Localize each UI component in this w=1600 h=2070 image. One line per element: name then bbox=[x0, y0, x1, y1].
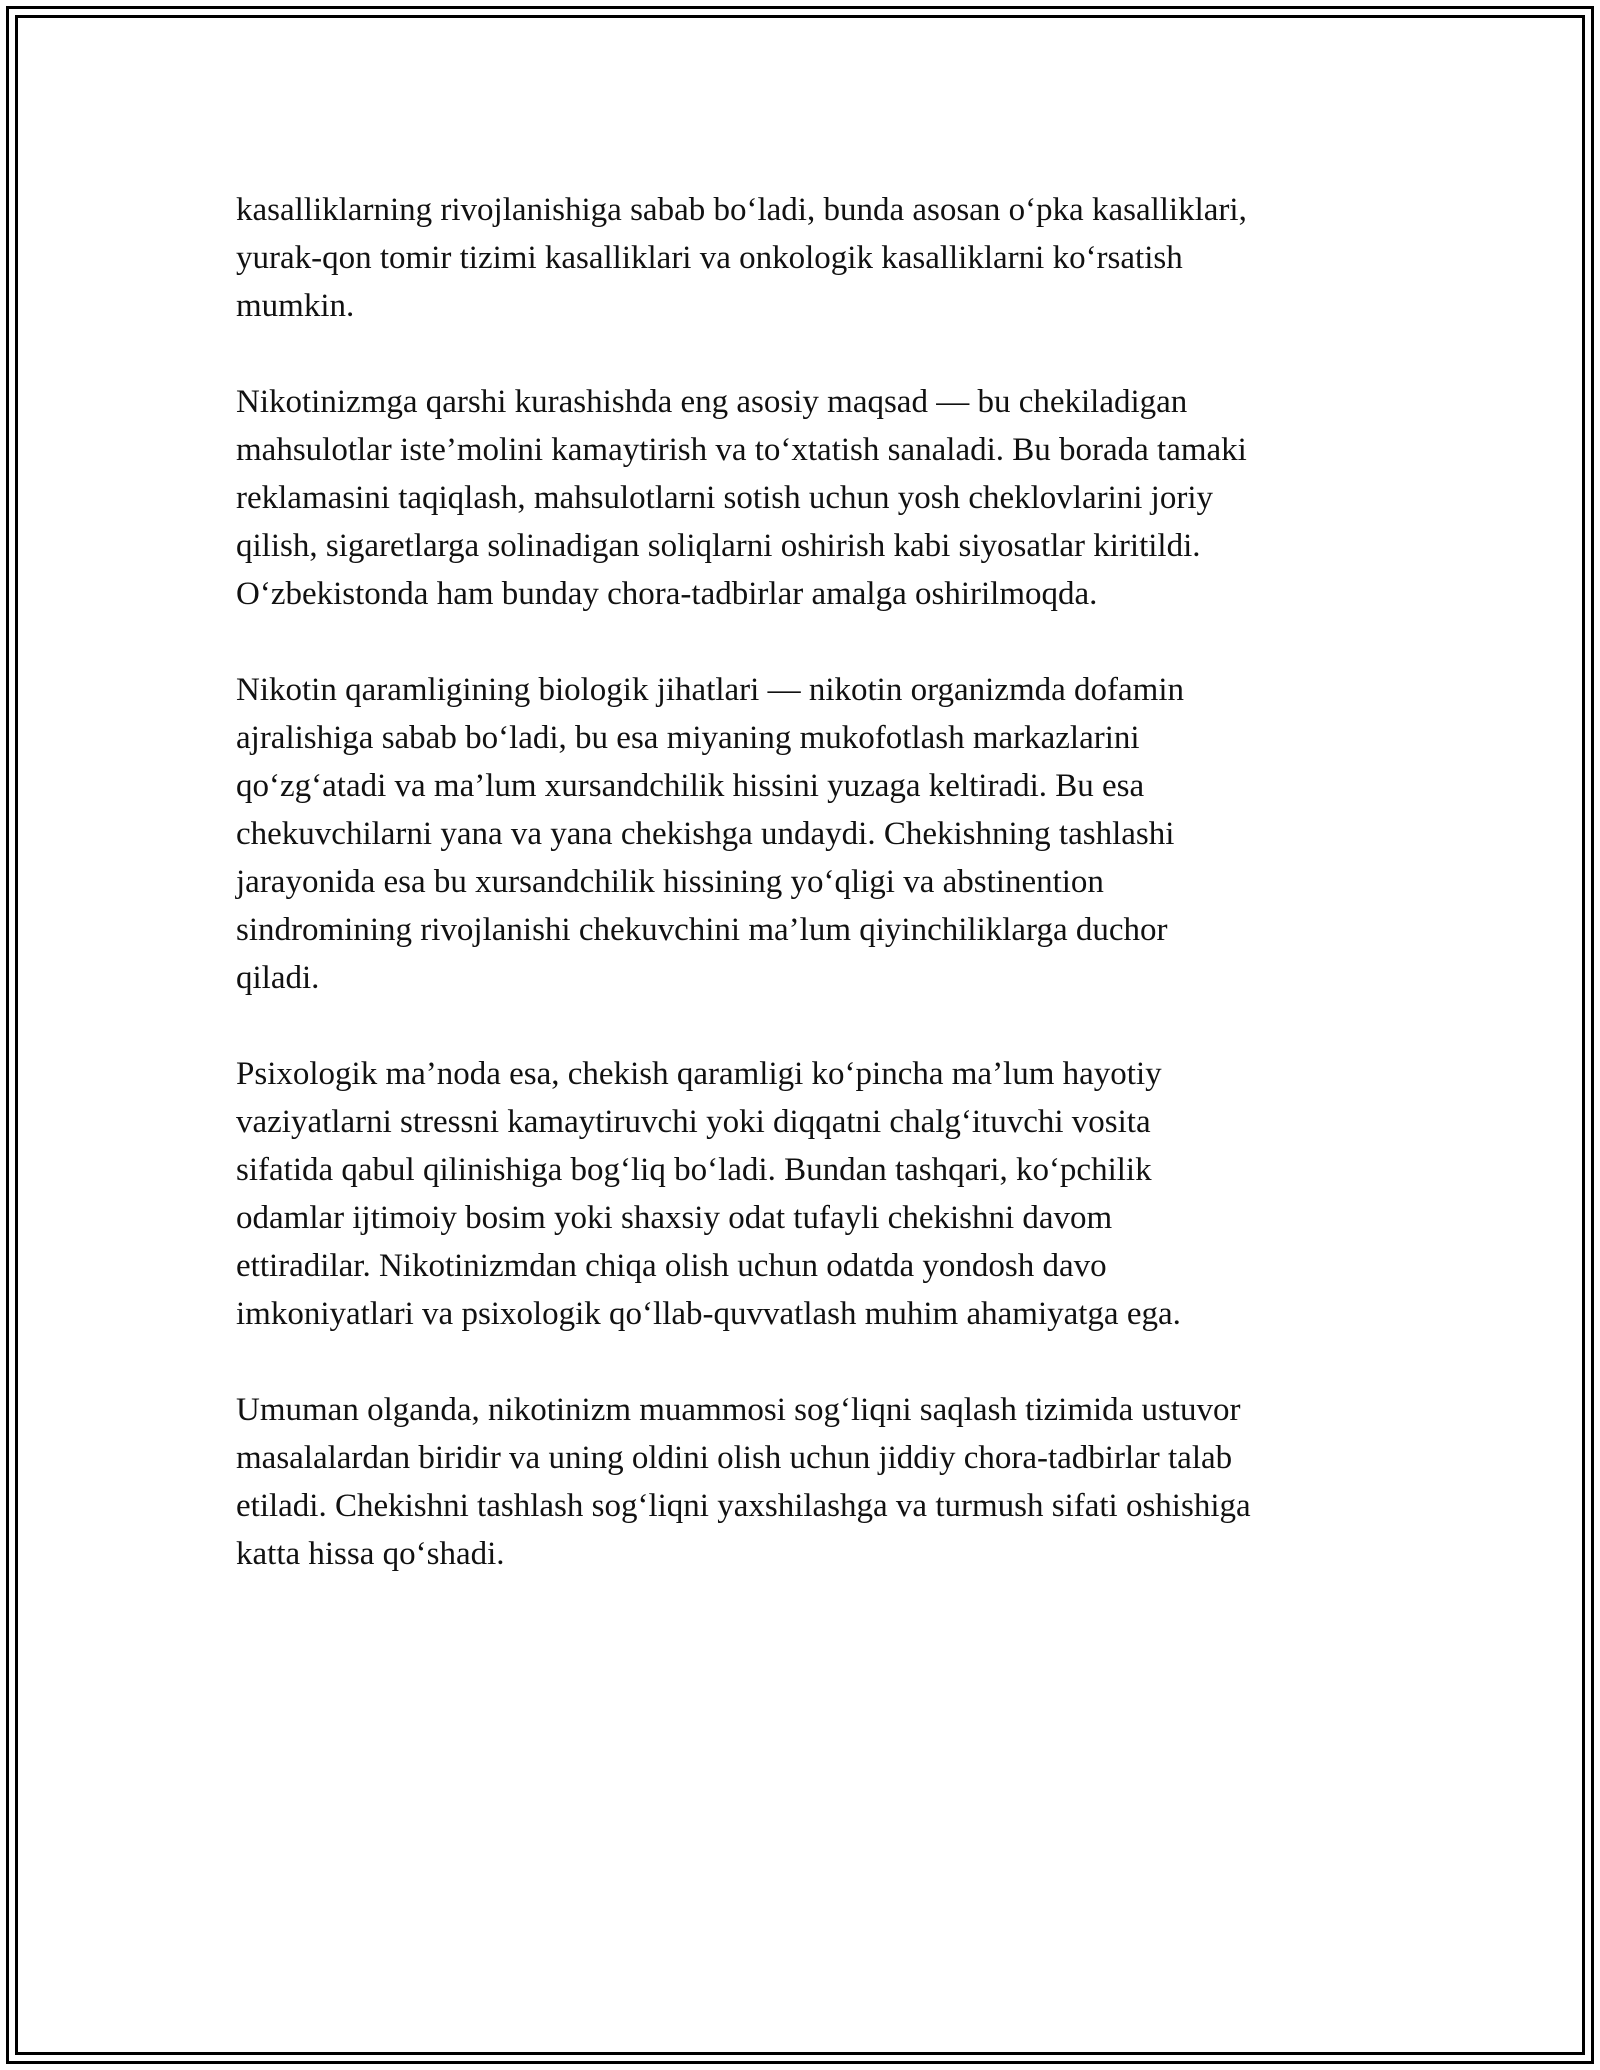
paragraph-anti-nicotine-measures: Nikotinizmga qarshi kurashishda eng asosiy maqsad — bu chekiladigan mahsulotlar iste’molini kamaytirish va to‘xtatish sanaladi. Bu borada tamaki reklamasini taqiqlash, mahsulotlarni sotish uchun yosh cheklovlarini joriy qilish, sigaretlarga solinadigan soliqlarni oshirish kabi siyosatlar kiritildi. O‘zbekistonda ham bunday chora-tadbirlar amalga oshirilmoqda. bbox=[236, 384, 1247, 612]
paragraph-psychological-aspects: Psixologik ma’noda esa, chekish qaramligi ko‘pincha ma’lum hayotiy vaziyatlarni stressni kamaytiruvchi yoki diqqatni chalg‘ituvchi vosita sifatida qabul qilinishiga bog‘liq bo‘ladi. Bundan tashqari, ko‘pchilik odamlar ijtimoiy bosim yoki shaxsiy odat tufayli chekishni davom ettiradilar. Nikotinizmdan chiqa olish uchun odatda yondosh davo imkoniyatlari va psixologik qo‘llab-quvvatlash muhim ahamiyatga ega. bbox=[236, 1056, 1181, 1332]
document-body bbox=[236, 186, 1366, 1626]
paragraph-disease-consequences: kasalliklarning rivojlanishiga sabab bo‘ladi, bunda asosan o‘pka kasalliklari, yurak-qon tomir tizimi kasalliklari va onkologik kasalliklarni ko‘rsatish mumkin. bbox=[236, 192, 1247, 324]
paragraph-biological-aspects: Nikotin qaramligining biologik jihatlari — nikotin organizmda dofamin ajralishiga sabab bo‘ladi, bu esa miyaning mukofotlash markazlarini qo‘zg‘atadi va ma’lum xursandchilik hissini yuzaga keltiradi. Bu esa chekuvchilarni yana va yana chekishga undaydi. Chekishning tashlashi jarayonida esa bu xursandchilik hissining yo‘qligi va abstinention sindromining rivojlanishi chekuvchini ma’lum qiyinchiliklarga duchor qiladi. bbox=[236, 672, 1184, 996]
paragraph-conclusion: Umuman olganda, nikotinizm muammosi sog‘liqni saqlash tizimida ustuvor masalalardan biridir va uning oldini olish uchun jiddiy chora-tadbirlar talab etiladi. Chekishni tashlash sog‘liqni yaxshilashga va turmush sifati oshishiga katta hissa qo‘shadi. bbox=[236, 1392, 1251, 1572]
